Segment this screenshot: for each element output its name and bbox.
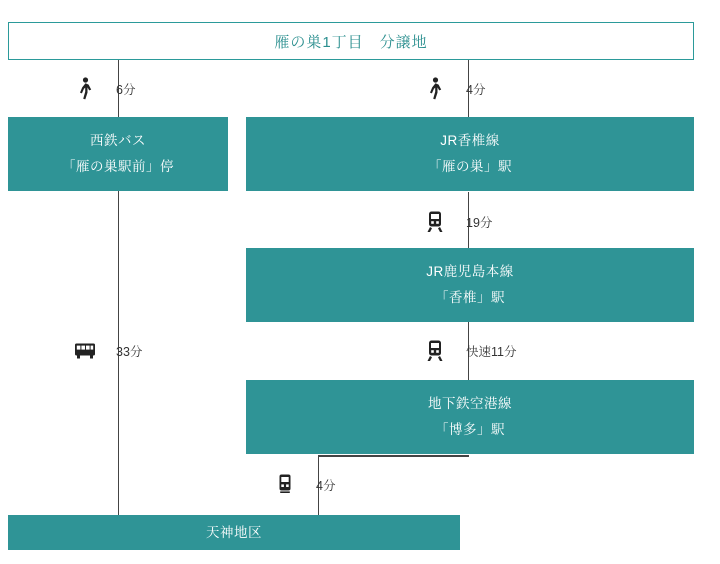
leg-train-kashii-to-kashii — [418, 205, 492, 239]
leg-walk-to-kashii-station — [418, 72, 485, 106]
node-line2: 「雁の巣駅前」停 — [62, 159, 174, 174]
node-line1: JR香椎線 — [440, 133, 500, 149]
leg-duration: 4分 — [466, 83, 486, 97]
leg-subway-to-tenjin — [268, 468, 335, 502]
leg-walk-to-bus — [68, 72, 135, 106]
connector-hakata-to-subway — [318, 455, 469, 457]
node-jr-kagoshima-line — [246, 248, 694, 322]
node-line1: JR鹿児島本線 — [426, 264, 514, 280]
node-line2: 「香椎」駅 — [435, 290, 505, 305]
walking-icon — [418, 77, 452, 101]
page-title: 雁の巣1丁目 分譲地 — [8, 22, 694, 60]
leg-bus-to-tenjin — [68, 334, 142, 368]
subway-icon — [268, 473, 302, 497]
node-line1: 天神地区 — [206, 524, 262, 540]
node-nishitetsu-bus — [8, 117, 228, 191]
leg-duration: 6分 — [116, 83, 136, 97]
bus-icon — [68, 341, 102, 361]
node-line1: 地下鉄空港線 — [428, 396, 512, 412]
node-tenjin-area — [8, 515, 460, 550]
node-subway-kuko-line — [246, 380, 694, 454]
leg-duration: 33分 — [116, 345, 143, 359]
train-icon — [418, 210, 452, 234]
walking-icon — [68, 77, 102, 101]
node-line2: 「雁の巣」駅 — [428, 159, 512, 174]
leg-duration: 快速11分 — [466, 345, 517, 359]
leg-duration: 4分 — [316, 479, 336, 493]
node-jr-kashii-line — [246, 117, 694, 191]
node-line1: 西鉄バス — [90, 133, 146, 149]
leg-duration: 19分 — [466, 216, 493, 230]
leg-train-rapid-to-hakata — [418, 334, 516, 368]
train-icon — [418, 339, 452, 363]
node-line2: 「博多」駅 — [435, 422, 505, 437]
